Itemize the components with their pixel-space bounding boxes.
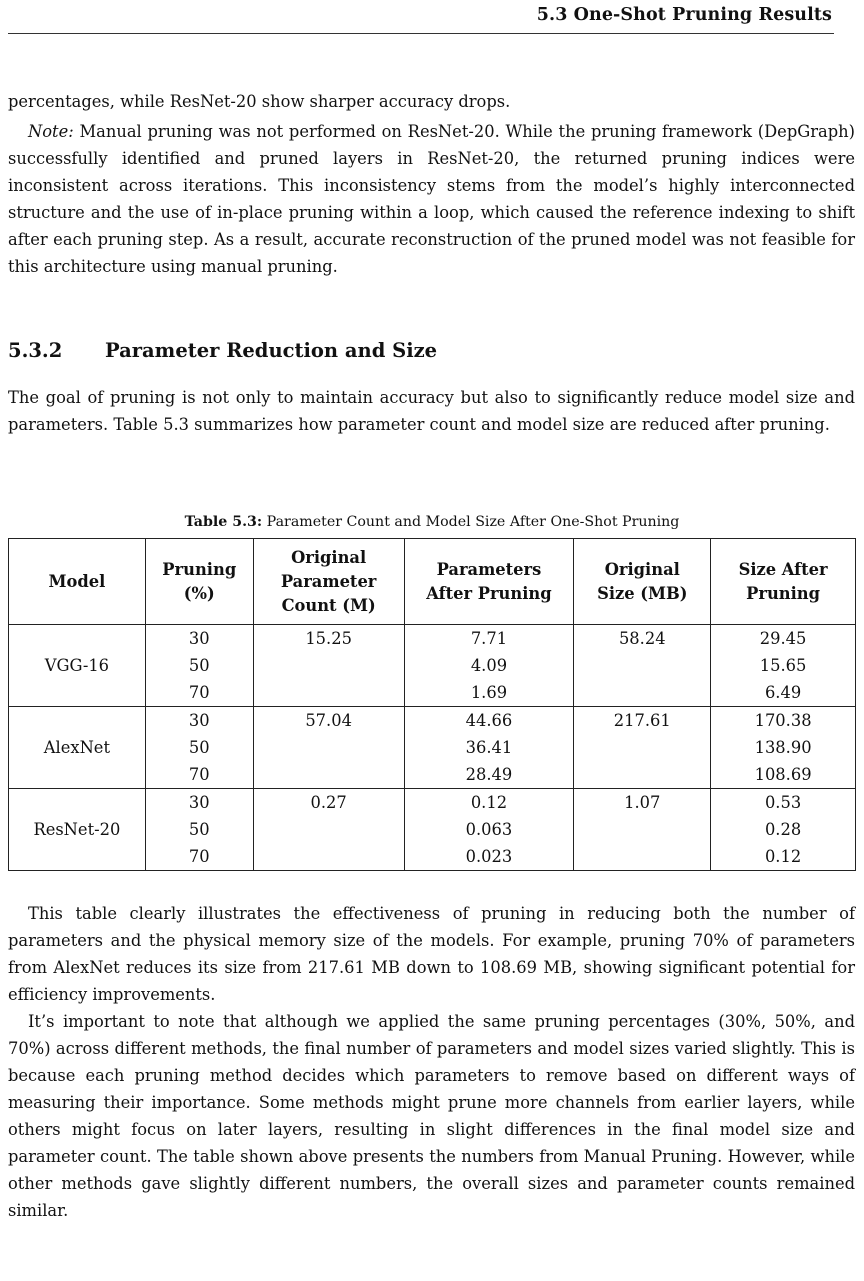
size-after-cell: 170.38	[711, 707, 856, 735]
original-size-cell: 58.24	[574, 625, 711, 707]
pruning-cell: 50	[145, 816, 253, 843]
header-rule	[8, 33, 834, 34]
pruning-cell: 30	[145, 789, 253, 817]
model-cell: VGG-16	[9, 625, 146, 707]
pruning-cell: 70	[145, 761, 253, 789]
size-after-cell: 15.65	[711, 652, 856, 679]
pruning-cell: 70	[145, 679, 253, 707]
col-header-params-after: Parameters After Pruning	[404, 539, 574, 625]
size-after-cell: 0.12	[711, 843, 856, 871]
size-after-cell: 108.69	[711, 761, 856, 789]
original-params-cell: 15.25	[253, 625, 404, 707]
params-after-cell: 7.71	[404, 625, 574, 653]
params-after-cell: 1.69	[404, 679, 574, 707]
col-header-original-params: Original Parameter Count (M)	[253, 539, 404, 625]
pruning-cell: 30	[145, 625, 253, 653]
params-after-cell: 0.023	[404, 843, 574, 871]
paragraph-goal: The goal of pruning is not only to maintain accuracy but also to significantly reduce model size and parameters. Table 5.3 summarizes how parameter count and model size are reduced after pruning.	[8, 388, 855, 434]
original-params-cell: 57.04	[253, 707, 404, 789]
paragraph-effectiveness: This table clearly illustrates the effectiveness of pruning in reducing both the number of parameters and the physical memory size of the models. For example, pruning 70% of parameters from AlexNet reduces its size from 217.61 MB down to 108.69 MB, showing significant potential for efficiency improvements.	[8, 904, 855, 1004]
section-heading	[8, 339, 437, 362]
params-after-cell: 28.49	[404, 761, 574, 789]
paragraph-intro: percentages, while ResNet-20 show sharper accuracy drops.	[8, 92, 511, 111]
col-header-original-size: Original Size (MB)	[574, 539, 711, 625]
col-header-model: Model	[9, 539, 146, 625]
pruning-cell: 30	[145, 707, 253, 735]
params-after-cell: 0.12	[404, 789, 574, 817]
pruning-cell: 70	[145, 843, 253, 871]
pruning-cell: 50	[145, 652, 253, 679]
size-after-cell: 138.90	[711, 734, 856, 761]
section-number: 5.3.2	[8, 339, 63, 362]
original-size-cell: 1.07	[574, 789, 711, 871]
table-caption-text: Parameter Count and Model Size After One-Shot Pruning	[262, 514, 680, 530]
table-row	[9, 707, 856, 735]
paragraph-note	[8, 118, 855, 280]
table-row	[9, 625, 856, 653]
size-after-cell: 0.28	[711, 816, 856, 843]
params-after-cell: 0.063	[404, 816, 574, 843]
size-after-cell: 6.49	[711, 679, 856, 707]
params-after-cell: 4.09	[404, 652, 574, 679]
results-table	[8, 538, 856, 871]
table-caption-label: Table 5.3:	[184, 514, 263, 530]
col-header-pruning: Pruning (%)	[145, 539, 253, 625]
size-after-cell: 0.53	[711, 789, 856, 817]
original-params-cell: 0.27	[253, 789, 404, 871]
running-header: 5.3 One-Shot Pruning Results	[536, 5, 832, 25]
model-cell: ResNet-20	[9, 789, 146, 871]
note-label: Note:	[28, 122, 74, 141]
table-row	[9, 789, 856, 817]
table-header-row	[9, 539, 856, 625]
section-title: Parameter Reduction and Size	[105, 339, 438, 362]
col-header-size-after: Size After Pruning	[711, 539, 856, 625]
params-after-cell: 44.66	[404, 707, 574, 735]
params-after-cell: 36.41	[404, 734, 574, 761]
table-caption	[0, 514, 864, 530]
size-after-cell: 29.45	[711, 625, 856, 653]
paragraph-methods: It’s important to note that although we applied the same pruning percentages (30%, 50%, and 70%) across different methods, the final number of parameters and model sizes varied slightly. This is because each pruning method decides which parameters to remove based on different ways of measuring their importance. Some methods might prune more channels from earlier layers, while others might focus on later layers, resulting in slight differences in the final model size and parameter count. The table shown above presents the numbers from Manual Pruning. However, while other methods gave slightly different numbers, the overall sizes and parameter counts remained similar.	[8, 1012, 855, 1220]
note-text: Manual pruning was not performed on ResNet-20. While the pruning framework (DepGraph) successfully identified and pruned layers in ResNet-20, the returned pruning indices were inconsistent across iterations. This inconsistency stems from the model’s highly interconnected structure and the use of in-place pruning within a loop, which caused the reference indexing to shift after each pruning step. As a result, accurate reconstruction of the pruned model was not feasible for this architecture using manual pruning.	[8, 122, 855, 276]
original-size-cell: 217.61	[574, 707, 711, 789]
model-cell: AlexNet	[9, 707, 146, 789]
pruning-cell: 50	[145, 734, 253, 761]
